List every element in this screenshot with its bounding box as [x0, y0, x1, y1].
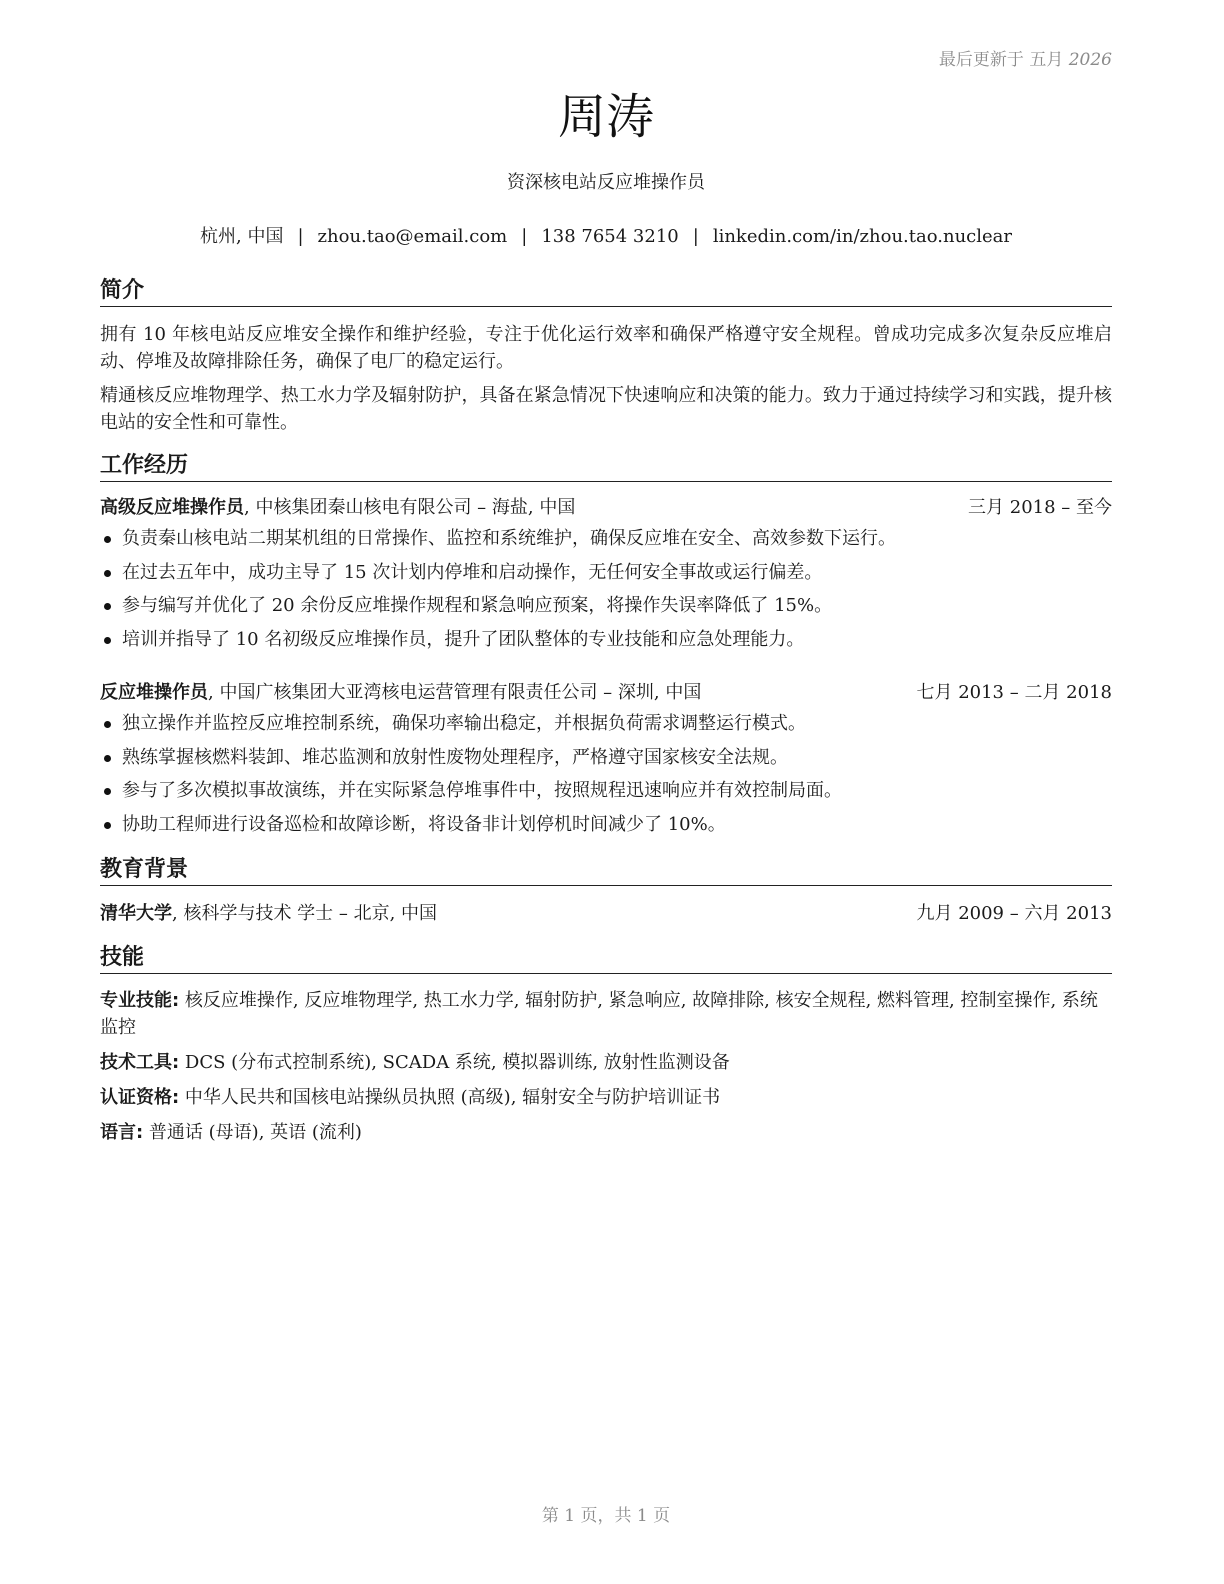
last-updated	[939, 45, 1112, 70]
job-bullet: 在过去五年中，成功主导了 15 次计划内停堆和启动操作，无任何安全事故或运行偏差。	[100, 560, 1112, 594]
last-updated-year: 2026	[1068, 50, 1112, 70]
education-dates: 九月 2009 – 六月 2013	[916, 903, 1112, 924]
resume-page	[100, 0, 1112, 1584]
job-header	[100, 495, 1112, 521]
skill-value: 普通话 (母语), 英语 (流利)	[143, 1122, 362, 1143]
job-bullet: 熟练掌握核燃料装卸、堆芯监测和放射性废物处理程序，严格遵守国家核安全法规。	[100, 745, 1112, 779]
skill-value: DCS (分布式控制系统), SCADA 系统, 模拟器训练, 放射性监测设备	[179, 1052, 730, 1073]
candidate-name: 周涛	[557, 89, 654, 145]
education-school: 清华大学	[100, 903, 172, 924]
job-bullet: 参与了多次模拟事故演练，并在实际紧急停堆事件中，按照规程迅速响应并有效控制局面。	[100, 778, 1112, 812]
candidate-headline: 资深核电站反应堆操作员	[507, 172, 705, 193]
job-bullet: 独立操作并监控反应堆控制系统，确保功率输出稳定，并根据负荷需求调整运行模式。	[100, 711, 1112, 745]
skill-value: 核反应堆操作, 反应堆物理学, 热工水力学, 辐射防护, 紧急响应, 故障排除, 核安全规程, 燃料管理, 控制室操作, 系统监控	[100, 990, 1098, 1038]
skill-label: 认证资格:	[100, 1087, 180, 1108]
job-bullet: 协助工程师进行设备巡检和故障诊断，将设备非计划停机时间减少了 10%。	[100, 812, 1112, 846]
education-row	[100, 901, 1112, 927]
job-bullet: 培训并指导了 10 名初级反应堆操作员，提升了团队整体的专业技能和应急处理能力。	[100, 627, 1112, 661]
job-dates: 三月 2018 – 至今	[968, 497, 1112, 518]
job-dates: 七月 2013 – 二月 2018	[916, 682, 1112, 703]
section-title-education: 教育背景	[100, 856, 1112, 886]
contact-separator: |	[692, 226, 699, 247]
contact-separator: |	[297, 226, 304, 247]
summary-paragraph-2: 精通核反应堆物理学、热工水力学及辐射防护，具备在紧急情况下快速响应和决策的能力。致力于通过持续学习和实践，提升核电站的安全性和可靠性。	[100, 385, 1112, 433]
skill-line-languages	[100, 1119, 1112, 1146]
job-company: , 中核集团秦山核电有限公司 – 海盐, 中国	[244, 497, 576, 518]
last-updated-label: 最后更新于 五月	[938, 50, 1064, 70]
job-role: 高级反应堆操作员	[100, 497, 244, 518]
section-title-skills: 技能	[100, 944, 1112, 974]
skill-label: 技术工具:	[100, 1052, 180, 1073]
skill-value: 中华人民共和国核电站操纵员执照 (高级), 辐射安全与防护培训证书	[179, 1087, 721, 1108]
job-bullets	[100, 526, 1112, 660]
education-degree: , 核科学与技术 学士 – 北京, 中国	[172, 903, 438, 924]
contact-linkedin[interactable]: linkedin.com/in/zhou.tao.nuclear	[712, 226, 1012, 247]
contact-separator: |	[521, 226, 528, 247]
section-title-experience: 工作经历	[100, 452, 1112, 482]
job-company: , 中国广核集团大亚湾核电运营管理有限责任公司 – 深圳, 中国	[208, 682, 702, 703]
contact-email[interactable]: zhou.tao@email.com	[317, 226, 508, 247]
job-bullet: 参与编写并优化了 20 余份反应堆操作规程和紧急响应预案，将操作失误率降低了 15%。	[100, 593, 1112, 627]
contact-phone[interactable]: 138 7654 3210	[541, 226, 679, 247]
skill-line-certifications	[100, 1084, 1112, 1111]
skill-line-tools	[100, 1049, 1112, 1076]
contact-location: 杭州, 中国	[200, 226, 284, 247]
contact-line	[100, 224, 1112, 250]
section-title-summary: 简介	[100, 277, 1112, 307]
job-bullets	[100, 711, 1112, 845]
page-number: 第 1 页，共 1 页	[541, 1506, 671, 1526]
skill-line-professional	[100, 987, 1112, 1041]
job-bullet: 负责秦山核电站二期某机组的日常操作、监控和系统维护，确保反应堆在安全、高效参数下运行。	[100, 526, 1112, 560]
skill-label: 语言:	[100, 1122, 144, 1143]
job-header	[100, 680, 1112, 706]
skill-label: 专业技能:	[100, 990, 180, 1011]
job-role: 反应堆操作员	[100, 682, 208, 703]
summary-paragraph-1: 拥有 10 年核电站反应堆安全操作和维护经验，专注于优化运行效率和确保严格遵守安全规程。曾成功完成多次复杂反应堆启动、停堆及故障排除任务，确保了电厂的稳定运行。	[100, 324, 1112, 372]
